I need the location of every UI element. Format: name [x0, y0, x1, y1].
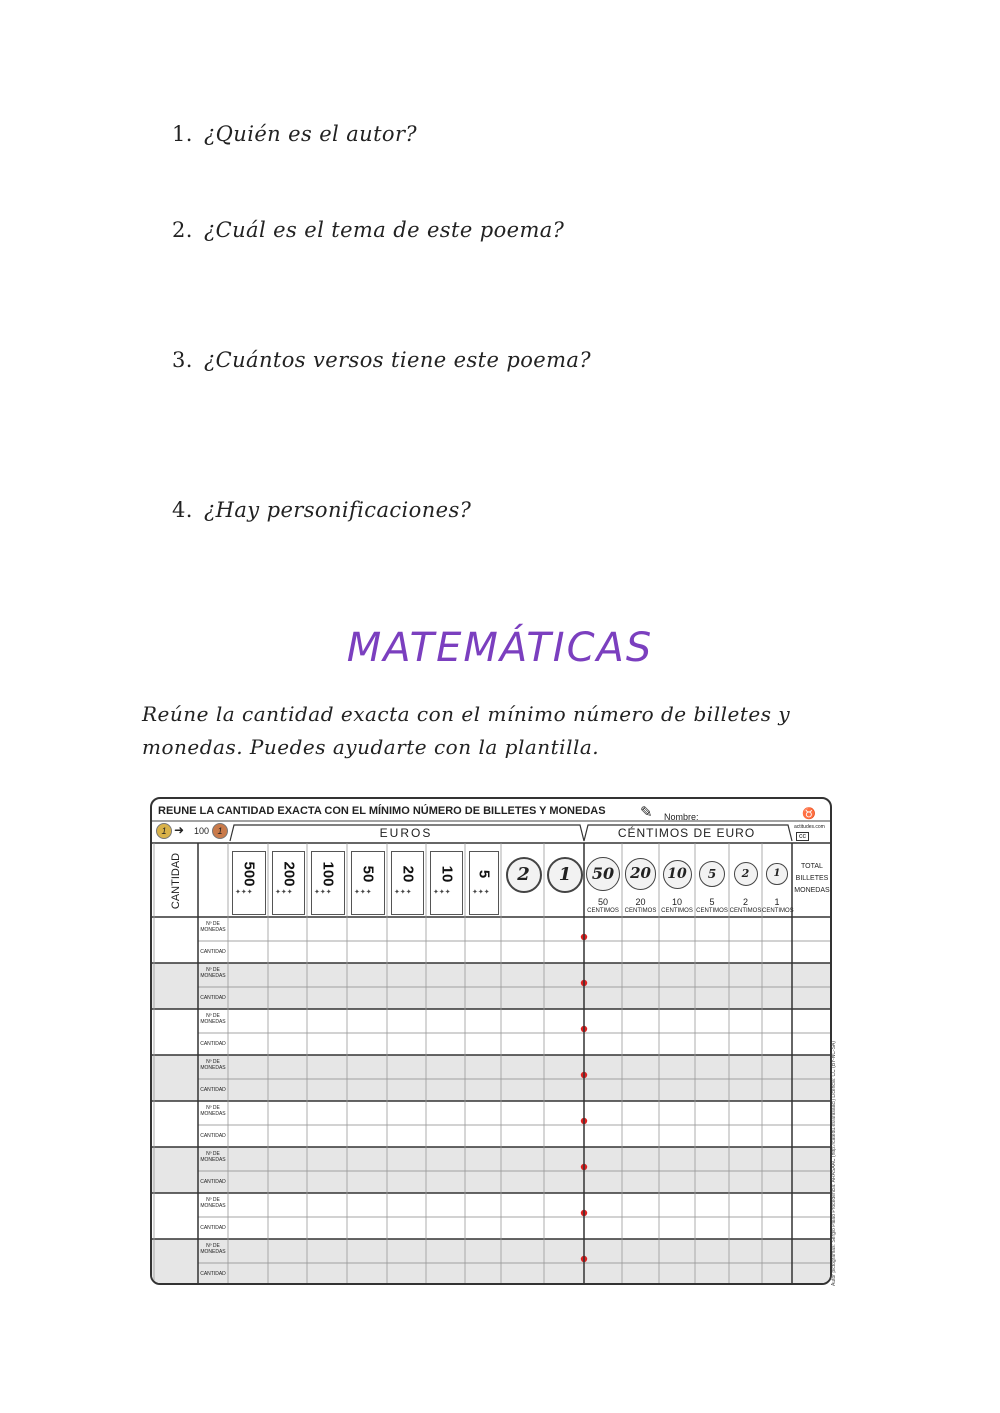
section-title: MATEMÁTICAS	[346, 625, 654, 671]
row-label-cantidad: CANTIDAD	[200, 1133, 226, 1139]
euro-coin-icon: 1	[156, 823, 172, 839]
row-label-line: MONEDAS	[200, 1111, 226, 1117]
euro-stars-icon: ✦✦✦	[394, 889, 412, 896]
question-1	[172, 122, 417, 146]
cents-label: CÉNTIMOS DE EURO	[617, 826, 756, 840]
logo-text: actitudes.com	[794, 824, 825, 830]
euro-stars-icon: ✦✦✦	[472, 889, 490, 896]
cent-unit-label: CENTIMOS	[624, 908, 657, 914]
euro-stars-icon: ✦✦✦	[235, 889, 253, 896]
row-label-cantidad: CANTIDAD	[200, 949, 226, 955]
row-label-line: Nº DE	[206, 1105, 220, 1111]
row-label-line: MONEDAS	[200, 973, 226, 979]
banknote-value: 5	[475, 869, 493, 879]
question-number: 2.	[172, 218, 193, 242]
row-label-line: Nº DE	[206, 1197, 220, 1203]
banknote-value: 200	[280, 861, 297, 887]
row-label-monedas	[198, 1105, 228, 1117]
row-label-monedas	[198, 1197, 228, 1209]
row-label-line: Nº DE	[206, 1243, 220, 1249]
cent-unit-label: CENTIMOS	[587, 908, 619, 914]
row-label-cantidad: CANTIDAD	[200, 1179, 226, 1185]
cent-coin-1-icon: 1	[766, 863, 788, 885]
arrow-right-icon: ➜	[174, 823, 185, 837]
cent-unit-label: CENTIMOS	[729, 908, 762, 914]
row-label-monedas	[198, 967, 228, 979]
row-shade	[152, 1055, 832, 1101]
side-credit: Autor pictogramas: Sergio Palao Procedencia: ARASAAC (http://catedu.es/arasaac/) Licencia: CC (BY-NC-SA)	[831, 1041, 837, 1286]
row-label-line: MONEDAS	[200, 1019, 226, 1025]
euros-label: EUROS	[379, 826, 433, 840]
cent-value-label: 50	[597, 897, 608, 907]
sheet-header: REUNE LA CANTIDAD EXACTA CON EL MÍNIMO NÚMERO DE BILLETES Y MONEDAS	[158, 805, 606, 817]
row-label-cantidad: CANTIDAD	[200, 1041, 226, 1047]
row-label-line: Nº DE	[206, 921, 220, 927]
cent-unit-label: CENTIMOS	[762, 908, 794, 914]
row-label-monedas	[198, 1243, 228, 1255]
row-label-line: MONEDAS	[200, 927, 226, 933]
row-label-cantidad: CANTIDAD	[200, 1225, 226, 1231]
cent-coin-icon: 1	[212, 823, 228, 839]
cent-unit-label: CENTIMOS	[661, 908, 693, 914]
row-label-line: MONEDAS	[200, 1157, 226, 1163]
cent-coin-2-icon: 2	[734, 862, 758, 886]
name-label: Nombre:	[664, 812, 699, 822]
total-label-line: BILLETES	[795, 875, 829, 882]
banknote-5-icon	[469, 851, 499, 915]
question-2	[172, 218, 564, 242]
conversion-value: 100	[194, 826, 210, 836]
question-number: 1.	[172, 122, 193, 146]
row-label-line: MONEDAS	[200, 1065, 226, 1071]
row-label-monedas	[198, 1013, 228, 1025]
euro-coin-2-icon: 2	[506, 857, 542, 893]
question-text: ¿Cuál es el tema de este poema?	[204, 218, 565, 242]
banknote-100-icon	[311, 851, 345, 915]
total-label-line: MONEDAS	[794, 887, 830, 894]
total-header	[792, 861, 832, 897]
row-label-line: MONEDAS	[200, 1249, 226, 1255]
banknote-10-icon	[430, 851, 463, 915]
banknote-value: 20	[399, 865, 416, 883]
question-number: 4.	[172, 498, 193, 522]
money-worksheet	[150, 797, 832, 1285]
euro-stars-icon: ✦✦✦	[275, 889, 293, 896]
row-label-monedas	[198, 921, 228, 933]
bull-logo-icon: ♉	[802, 808, 816, 820]
banknote-500-icon	[232, 851, 266, 915]
banknote-value: 500	[240, 861, 258, 887]
row-shade	[152, 1147, 832, 1193]
banknote-value: 10	[438, 865, 455, 883]
row-shade	[152, 963, 832, 1009]
cent-coin-50-icon: 50	[586, 857, 620, 891]
pencil-icon: ✎	[640, 804, 653, 821]
row-label-line: Nº DE	[206, 1151, 220, 1157]
question-text: ¿Hay personificaciones?	[204, 498, 472, 522]
question-3	[172, 348, 591, 372]
question-number: 3.	[172, 348, 193, 372]
cc-license-icon: cc	[796, 832, 809, 841]
cent-coin-10-icon: 10	[663, 860, 692, 889]
cantidad-label: CANTIDAD	[170, 852, 182, 910]
row-label-cantidad: CANTIDAD	[200, 1087, 226, 1093]
euro-stars-icon: ✦✦✦	[314, 889, 332, 896]
cent-coin-20-icon: 20	[625, 858, 657, 890]
total-label-line: TOTAL	[801, 863, 823, 870]
row-label-line: Nº DE	[206, 1013, 220, 1019]
banknote-20-icon	[391, 851, 424, 915]
row-shade	[152, 1239, 832, 1285]
row-label-monedas	[198, 1059, 228, 1071]
row-label-cantidad: CANTIDAD	[200, 1271, 226, 1277]
instruction-line-1: Reúne la cantidad exacta con el mínimo número de billetes y	[142, 702, 791, 726]
cent-coin-5-icon: 5	[699, 861, 726, 888]
row-label-line: MONEDAS	[200, 1203, 226, 1209]
banknote-value: 50	[359, 865, 377, 883]
cent-unit-label: CENTIMOS	[696, 908, 728, 914]
row-label-cantidad: CANTIDAD	[200, 995, 226, 1001]
euro-coin-1-icon: 1	[547, 857, 583, 893]
euro-stars-icon: ✦✦✦	[354, 889, 372, 896]
cent-value-label: 10	[671, 897, 682, 907]
cantidad-header	[154, 847, 198, 915]
row-label-line: Nº DE	[206, 967, 220, 973]
question-4	[172, 498, 471, 522]
row-label-line: Nº DE	[206, 1059, 220, 1065]
banknote-50-icon	[351, 851, 385, 915]
euro-stars-icon: ✦✦✦	[433, 889, 451, 896]
cent-value-label: 2	[742, 897, 748, 907]
banknote-200-icon	[272, 851, 305, 915]
cent-value-label: 1	[774, 897, 780, 907]
row-label-monedas	[198, 1151, 228, 1163]
cent-value-label: 5	[709, 897, 715, 907]
question-text: ¿Cuántos versos tiene este poema?	[204, 348, 591, 372]
question-text: ¿Quién es el autor?	[204, 122, 418, 146]
cent-value-label: 20	[635, 897, 646, 907]
banknote-value: 100	[319, 861, 337, 887]
instruction-line-2: monedas. Puedes ayudarte con la plantilla.	[142, 735, 600, 759]
